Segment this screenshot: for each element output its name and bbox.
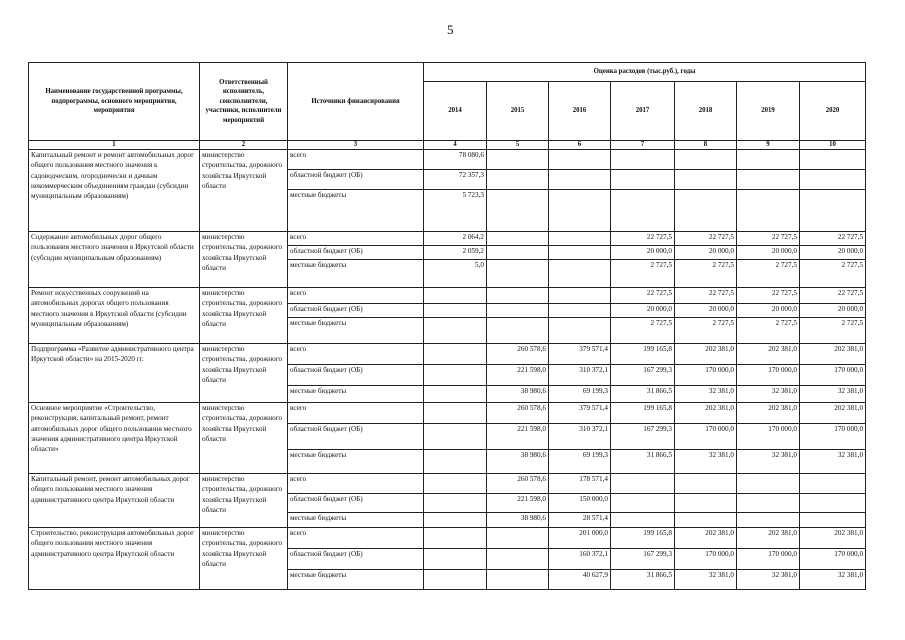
value-cell-2015 (487, 570, 549, 590)
funding-source-cell: всего (288, 474, 424, 494)
page-number: 5 (447, 22, 454, 37)
value-cell-2014 (424, 365, 487, 386)
value-cell-2014: 78 080,6 (424, 150, 487, 170)
funding-source-cell: местные бюджеты (288, 260, 424, 288)
value-cell-2020: 202 381,0 (800, 403, 866, 424)
value-cell-2017 (611, 513, 675, 528)
value-cell-2020 (800, 513, 866, 528)
header-year-2018: 2018 (675, 82, 737, 141)
column-number: 4 (424, 141, 487, 150)
value-cell-2014: 5,0 (424, 260, 487, 288)
value-cell-2015 (487, 288, 549, 304)
funding-source-cell: областной бюджет (ОБ) (288, 494, 424, 513)
value-cell-2019 (737, 150, 800, 170)
value-cell-2014 (424, 494, 487, 513)
value-cell-2014 (424, 424, 487, 450)
value-cell-2020: 2 727,5 (800, 318, 866, 344)
value-cell-2014 (424, 450, 487, 474)
value-cell-2016: 160 372,1 (549, 549, 611, 570)
value-cell-2020: 32 381,0 (800, 386, 866, 403)
value-cell-2018 (675, 170, 737, 190)
value-cell-2016 (549, 318, 611, 344)
budget-table (28, 62, 866, 590)
value-cell-2016: 150 000,0 (549, 494, 611, 513)
funding-source-cell: местные бюджеты (288, 513, 424, 528)
value-cell-2014: 5 723,3 (424, 190, 487, 232)
value-cell-2017 (611, 494, 675, 513)
value-cell-2017 (611, 170, 675, 190)
header-row-1 (29, 63, 866, 82)
value-cell-2020: 2 727,5 (800, 260, 866, 288)
program-name-cell: Строительство, реконструкция автомобильных дорог общего пользования местного значения административного центра Иркутской области (29, 528, 200, 590)
header-program-name: Наименование государственной программы, подпрограммы, основного мероприятия, мероприятия (29, 63, 200, 141)
value-cell-2015 (487, 170, 549, 190)
value-cell-2020: 170 000,0 (800, 365, 866, 386)
value-cell-2015: 221 598,0 (487, 365, 549, 386)
header-year-2014: 2014 (424, 82, 487, 141)
header-cost-estimate: Оценка расходов (тыс.руб.), годы (424, 63, 866, 82)
value-cell-2018 (675, 494, 737, 513)
value-cell-2015 (487, 246, 549, 260)
value-cell-2014 (424, 288, 487, 304)
funding-source-cell: местные бюджеты (288, 190, 424, 232)
value-cell-2020: 32 381,0 (800, 570, 866, 590)
value-cell-2020 (800, 170, 866, 190)
value-cell-2017: 22 727,5 (611, 288, 675, 304)
value-cell-2016: 379 571,4 (549, 403, 611, 424)
value-cell-2020: 22 727,5 (800, 288, 866, 304)
value-cell-2014 (424, 304, 487, 318)
value-cell-2015 (487, 190, 549, 232)
value-cell-2016: 201 000,0 (549, 528, 611, 549)
column-number: 10 (800, 141, 866, 150)
value-cell-2015 (487, 260, 549, 288)
value-cell-2018: 202 381,0 (675, 344, 737, 365)
value-cell-2015: 221 598,0 (487, 424, 549, 450)
value-cell-2017: 31 866,5 (611, 450, 675, 474)
table-row (29, 474, 866, 494)
value-cell-2019: 20 000,0 (737, 304, 800, 318)
value-cell-2019 (737, 170, 800, 190)
value-cell-2017: 2 727,5 (611, 318, 675, 344)
program-name-cell: Основное мероприятие «Строительство, реконструкция, капитальный ремонт, ремонт автомобильных дорог общего пользования местного значения административного центра Иркутской области» (29, 403, 200, 474)
value-cell-2018: 32 381,0 (675, 386, 737, 403)
value-cell-2016 (549, 170, 611, 190)
funding-source-cell: местные бюджеты (288, 570, 424, 590)
value-cell-2018: 2 727,5 (675, 260, 737, 288)
value-cell-2015 (487, 318, 549, 344)
value-cell-2016: 69 199,3 (549, 450, 611, 474)
header-responsible: Ответственный исполнитель, соисполнители, участники, исполнители мероприятий (200, 63, 288, 141)
funding-source-cell: всего (288, 288, 424, 304)
column-number: 5 (487, 141, 549, 150)
value-cell-2014 (424, 513, 487, 528)
value-cell-2020: 170 000,0 (800, 549, 866, 570)
funding-source-cell: местные бюджеты (288, 450, 424, 474)
value-cell-2016: 28 571,4 (549, 513, 611, 528)
funding-source-cell: местные бюджеты (288, 386, 424, 403)
value-cell-2016 (549, 260, 611, 288)
column-numbers-row (29, 141, 866, 150)
value-cell-2019: 202 381,0 (737, 528, 800, 549)
value-cell-2018: 32 381,0 (675, 570, 737, 590)
value-cell-2018: 32 381,0 (675, 450, 737, 474)
value-cell-2017: 31 866,5 (611, 386, 675, 403)
value-cell-2016 (549, 288, 611, 304)
header-funding-source: Источники финансирования (288, 63, 424, 141)
value-cell-2014 (424, 386, 487, 403)
value-cell-2016 (549, 190, 611, 232)
responsible-cell: министерство строительства, дорожного хозяйства Иркутской области (200, 344, 288, 403)
value-cell-2019 (737, 513, 800, 528)
responsible-cell: министерство строительства, дорожного хозяйства Иркутской области (200, 150, 288, 232)
value-cell-2019: 32 381,0 (737, 386, 800, 403)
value-cell-2017: 20 000,0 (611, 304, 675, 318)
table-body (29, 150, 866, 590)
value-cell-2019: 202 381,0 (737, 344, 800, 365)
table-row (29, 288, 866, 304)
program-name-cell: Ремонт искусственных сооружений на автомобильных дорогах общего пользования местного значения в Иркутской области (субсидии муниципальным образованиям) (29, 288, 200, 344)
value-cell-2020 (800, 190, 866, 232)
value-cell-2018 (675, 474, 737, 494)
value-cell-2015 (487, 549, 549, 570)
value-cell-2019: 32 381,0 (737, 450, 800, 474)
value-cell-2015: 38 980,6 (487, 386, 549, 403)
value-cell-2018: 20 000,0 (675, 246, 737, 260)
header-year-2016: 2016 (549, 82, 611, 141)
value-cell-2017: 199 165,8 (611, 403, 675, 424)
funding-source-cell: всего (288, 232, 424, 246)
value-cell-2014: 72 357,3 (424, 170, 487, 190)
table-row (29, 528, 866, 549)
value-cell-2018: 20 000,0 (675, 304, 737, 318)
value-cell-2018 (675, 513, 737, 528)
value-cell-2020: 32 381,0 (800, 450, 866, 474)
value-cell-2014 (424, 549, 487, 570)
value-cell-2015: 38 980,6 (487, 513, 549, 528)
value-cell-2018: 170 000,0 (675, 365, 737, 386)
column-number: 8 (675, 141, 737, 150)
funding-source-cell: местные бюджеты (288, 318, 424, 344)
value-cell-2017 (611, 474, 675, 494)
funding-source-cell: областной бюджет (ОБ) (288, 365, 424, 386)
funding-source-cell: всего (288, 150, 424, 170)
value-cell-2019: 202 381,0 (737, 403, 800, 424)
value-cell-2015: 221 598,0 (487, 494, 549, 513)
value-cell-2020: 20 000,0 (800, 304, 866, 318)
value-cell-2015: 38 980,6 (487, 450, 549, 474)
value-cell-2016 (549, 246, 611, 260)
value-cell-2019: 170 000,0 (737, 365, 800, 386)
funding-source-cell: всего (288, 403, 424, 424)
value-cell-2015 (487, 304, 549, 318)
value-cell-2018: 202 381,0 (675, 528, 737, 549)
responsible-cell: министерство строительства, дорожного хозяйства Иркутской области (200, 403, 288, 474)
program-name-cell: Капитальный ремонт и ремонт автомобильных дорог общего пользования местного значения к садоводческим, огороднически и дачным некоммерческим объединениям граждан (субсидии муниципальным образованиям) (29, 150, 200, 232)
value-cell-2017: 20 000,0 (611, 246, 675, 260)
responsible-cell: министерство строительства, дорожного хозяйства Иркутской области (200, 232, 288, 288)
value-cell-2020: 202 381,0 (800, 344, 866, 365)
value-cell-2019: 32 381,0 (737, 570, 800, 590)
responsible-cell: министерство строительства, дорожного хозяйства Иркутской области (200, 474, 288, 528)
funding-source-cell: областной бюджет (ОБ) (288, 246, 424, 260)
value-cell-2014 (424, 528, 487, 549)
funding-source-cell: всего (288, 528, 424, 549)
value-cell-2016 (549, 232, 611, 246)
value-cell-2014 (424, 403, 487, 424)
funding-source-cell: областной бюджет (ОБ) (288, 304, 424, 318)
value-cell-2017 (611, 150, 675, 170)
value-cell-2018: 22 727,5 (675, 288, 737, 304)
table-row (29, 232, 866, 246)
column-number: 7 (611, 141, 675, 150)
funding-source-cell: областной бюджет (ОБ) (288, 549, 424, 570)
value-cell-2017: 199 165,8 (611, 528, 675, 549)
value-cell-2018: 22 727,5 (675, 232, 737, 246)
value-cell-2016 (549, 150, 611, 170)
value-cell-2018: 170 000,0 (675, 549, 737, 570)
column-number: 2 (200, 141, 288, 150)
value-cell-2019 (737, 494, 800, 513)
value-cell-2015: 260 578,6 (487, 474, 549, 494)
value-cell-2019: 2 727,5 (737, 318, 800, 344)
value-cell-2019: 2 727,5 (737, 260, 800, 288)
funding-source-cell: областной бюджет (ОБ) (288, 170, 424, 190)
responsible-cell: министерство строительства, дорожного хозяйства Иркутской области (200, 288, 288, 344)
value-cell-2017: 167 299,3 (611, 549, 675, 570)
funding-source-cell: областной бюджет (ОБ) (288, 424, 424, 450)
value-cell-2016 (549, 304, 611, 318)
value-cell-2020: 22 727,5 (800, 232, 866, 246)
value-cell-2017: 31 866,5 (611, 570, 675, 590)
value-cell-2015 (487, 528, 549, 549)
value-cell-2020: 20 000,0 (800, 246, 866, 260)
responsible-cell: министерство строительства, дорожного хозяйства Иркутской области (200, 528, 288, 590)
value-cell-2016: 40 627,9 (549, 570, 611, 590)
value-cell-2018: 202 381,0 (675, 403, 737, 424)
value-cell-2017 (611, 190, 675, 232)
value-cell-2020: 170 000,0 (800, 424, 866, 450)
value-cell-2020: 202 381,0 (800, 528, 866, 549)
value-cell-2014 (424, 474, 487, 494)
value-cell-2019 (737, 474, 800, 494)
value-cell-2019: 170 000,0 (737, 549, 800, 570)
value-cell-2016: 69 199,3 (549, 386, 611, 403)
table-row (29, 403, 866, 424)
funding-source-cell: всего (288, 344, 424, 365)
value-cell-2014: 2 059,2 (424, 246, 487, 260)
value-cell-2020 (800, 474, 866, 494)
table-row (29, 150, 866, 170)
program-name-cell: Содержание автомобильных дорог общего пользования местного значения в Иркутской области (субсидии муниципальным образованиям) (29, 232, 200, 288)
value-cell-2015 (487, 232, 549, 246)
column-number: 3 (288, 141, 424, 150)
value-cell-2015 (487, 150, 549, 170)
value-cell-2018: 170 000,0 (675, 424, 737, 450)
value-cell-2016: 310 372,1 (549, 424, 611, 450)
value-cell-2017: 2 727,5 (611, 260, 675, 288)
value-cell-2014 (424, 344, 487, 365)
value-cell-2014 (424, 318, 487, 344)
column-number: 1 (29, 141, 200, 150)
value-cell-2014: 2 064,2 (424, 232, 487, 246)
program-name-cell: Подпрограмма «Развитие административного центра Иркутской области» на 2015-2020 гг. (29, 344, 200, 403)
value-cell-2019: 20 000,0 (737, 246, 800, 260)
value-cell-2019 (737, 190, 800, 232)
header-year-2019: 2019 (737, 82, 800, 141)
value-cell-2015: 260 578,6 (487, 403, 549, 424)
value-cell-2016: 178 571,4 (549, 474, 611, 494)
value-cell-2019: 22 727,5 (737, 232, 800, 246)
value-cell-2018: 2 727,5 (675, 318, 737, 344)
value-cell-2020 (800, 150, 866, 170)
value-cell-2018 (675, 150, 737, 170)
value-cell-2017: 167 299,3 (611, 365, 675, 386)
value-cell-2018 (675, 190, 737, 232)
column-number: 6 (549, 141, 611, 150)
header-year-2015: 2015 (487, 82, 549, 141)
value-cell-2019: 22 727,5 (737, 288, 800, 304)
value-cell-2015: 260 578,6 (487, 344, 549, 365)
column-number: 9 (737, 141, 800, 150)
header-year-2020: 2020 (800, 82, 866, 141)
header-year-2017: 2017 (611, 82, 675, 141)
program-name-cell: Капитальный ремонт, ремонт автомобильных дорог общего пользования местного значения административного центра Иркутской области (29, 474, 200, 528)
value-cell-2017: 22 727,5 (611, 232, 675, 246)
value-cell-2016: 310 372,1 (549, 365, 611, 386)
value-cell-2016: 379 571,4 (549, 344, 611, 365)
value-cell-2017: 167 299,3 (611, 424, 675, 450)
value-cell-2020 (800, 494, 866, 513)
value-cell-2014 (424, 570, 487, 590)
table-row (29, 344, 866, 365)
value-cell-2017: 199 165,8 (611, 344, 675, 365)
value-cell-2019: 170 000,0 (737, 424, 800, 450)
